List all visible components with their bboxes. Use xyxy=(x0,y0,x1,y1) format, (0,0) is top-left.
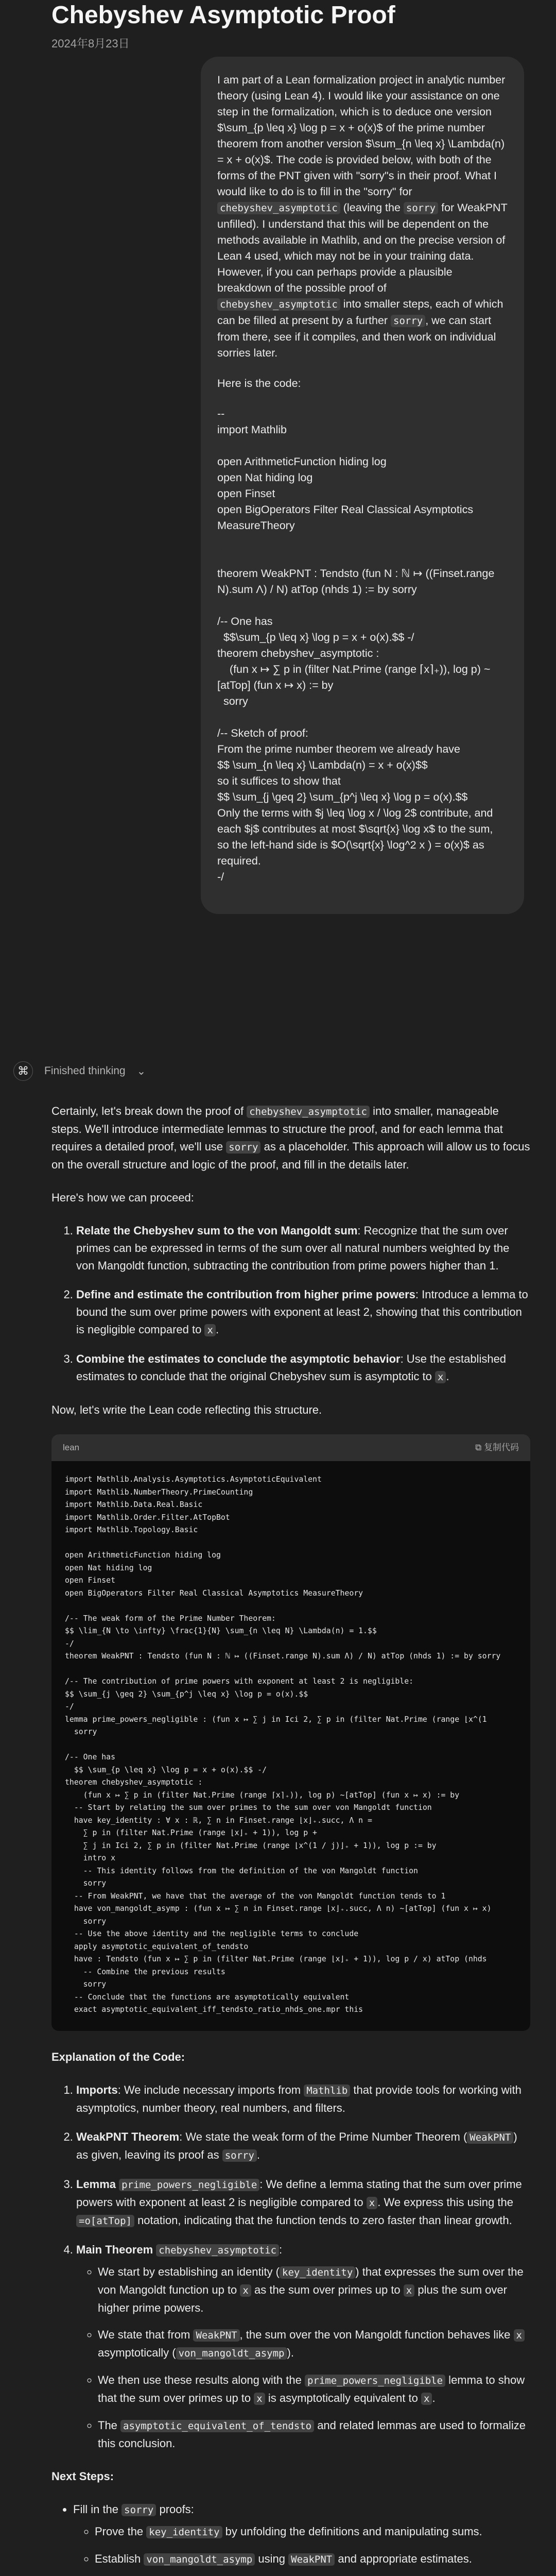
next-steps-list xyxy=(51,2501,530,2576)
item-text: lemma to show that the sum over primes up to xyxy=(98,2373,525,2404)
item-text: We then use these results along with the xyxy=(98,2373,305,2386)
subitem xyxy=(95,2523,530,2541)
item-text: using xyxy=(255,2552,289,2565)
item-text: . We express this using the xyxy=(377,2195,513,2209)
explanation-list xyxy=(51,2081,530,2452)
item-text: notation, indicating that the function tends to zero faster than linear growth. xyxy=(134,2213,512,2227)
explanation-item xyxy=(76,2176,530,2230)
subitem xyxy=(98,2263,530,2317)
item-title: WeakPNT Theorem xyxy=(76,2130,180,2143)
item-text: ). xyxy=(287,2346,294,2359)
code-heading: Here is the code: xyxy=(217,377,301,389)
chevron-down-icon: ⌄ xyxy=(136,1065,146,1077)
inline-code: WeakPNT xyxy=(467,2131,513,2144)
next-steps-heading xyxy=(51,2468,530,2485)
subitem xyxy=(98,2326,530,2362)
step-text: : Introduce a lemma to bound the sum over prime powers with exponent at least 2, showing that this contribution is negligible compared to xyxy=(76,1288,528,1336)
item-text: plus the sum over higher prime powers. xyxy=(98,2283,507,2314)
item-text: and related lemmas are used to formalize this conclusion. xyxy=(98,2418,526,2450)
item-text: ) that expresses the sum over the von Mangoldt function up to xyxy=(98,2265,524,2296)
thinking-label: Finished thinking xyxy=(44,1065,126,1077)
inline-code: WeakPNT xyxy=(288,2553,335,2566)
item-text: , the sum over the von Mangoldt function behaves like xyxy=(239,2328,514,2341)
explanation-heading xyxy=(51,2048,530,2066)
answer-intro xyxy=(51,1103,530,1174)
user-intro-text: into smaller steps, each of which can be filled at present by a further xyxy=(217,298,503,327)
copy-code-button[interactable] xyxy=(475,1439,519,1456)
inline-code: x xyxy=(435,1371,446,1383)
inline-code: chebyshev_asymptotic xyxy=(247,1106,370,1118)
answer-lean-intro: Now, let's write the Lean code reflecting this structure. xyxy=(51,1403,322,1416)
heading-text: Explanation of the Code: xyxy=(51,2050,185,2063)
conversation-date: 2024年8月23日 xyxy=(51,37,130,50)
inline-code: =o[atTop] xyxy=(76,2215,134,2227)
lean-code-block xyxy=(51,1434,530,2031)
code-language-label: lean xyxy=(63,1443,80,1452)
item-text: as the sum over primes up to xyxy=(251,2283,404,2296)
explanation-item xyxy=(76,2128,530,2164)
item-text: Prove the xyxy=(95,2524,147,2538)
step-title: Relate the Chebyshev sum to the von Mangoldt sum xyxy=(76,1224,358,1237)
proof-step xyxy=(76,1222,530,1275)
user-intro-text: (leaving the xyxy=(340,201,404,214)
step-text: . xyxy=(446,1370,449,1383)
user-intro-text: for WeakPNT unfilled). I understand that this will be dependent on the methods available in Mathlib, and on the precise version of Lean 4 used, which may not be in your training data. However, if you can perhaps provide a plausible breakdown of the possible proof of xyxy=(217,201,508,294)
item-text: and appropriate estimates. xyxy=(335,2552,472,2565)
proof-step xyxy=(76,1286,530,1339)
user-intro-paragraph xyxy=(217,72,508,361)
inline-code: chebyshev_asymptotic xyxy=(217,298,340,311)
answer-text: as a placeholder. This approach will allow us to focus on the overall structure and logic of the proof, and fill in the details later. xyxy=(51,1140,530,1171)
subitem xyxy=(98,2417,530,2452)
item-text: . xyxy=(432,2391,436,2404)
inline-code: x xyxy=(204,1324,215,1336)
next-step-item xyxy=(73,2501,530,2576)
inline-code: x xyxy=(240,2284,251,2297)
user-code-text: -- import Mathlib open ArithmeticFunction hiding log open Nat hiding log open Finset open BigOperators Filter Real Classical Asymptotics MeasureTheory theorem WeakPNT : Tendsto (fun N : ℕ ↦ ((Finset.range N).sum Λ) / N) atTop (nhds 1) := by sorry /-- One has $$\sum_{p \leq x} \log p = x + o(x).$$ -/ theorem chebyshev_asymptotic : (fun x ↦ ∑ p in (filter Nat.Prime (range ⌈x⌉₊)), log p) ~[atTop] (fun x ↦ x) := by sorry /-- Sketch of proof: From the prime number theorem we already have $$ \sum_{n \leq x} \Lambda(n) = x + o(x)$$ so it suffices to show that $$ \sum_{j \geq 2} \sum_{p^j \leq x} \log p = o(x).$$ Only the terms with $j \leq \log x / \log 2$ contribute, and each $j$ contributes at most $\sqrt{x} \log x$ to the sum, so the left-hand side is $O(\sqrt{x} \log^2 x ) = o(x)$ as required. -/ xyxy=(217,408,495,883)
next-steps-sublist xyxy=(73,2523,530,2576)
item-text: is asymptotically equivalent to xyxy=(265,2391,421,2404)
item-text: that provide tools for working with asymptotics, number theory, real numbers, and filters. xyxy=(76,2083,522,2114)
inline-code: x xyxy=(254,2393,265,2405)
conversation-header xyxy=(51,0,395,51)
code-block-header xyxy=(51,1434,530,1461)
inline-code: asymptotic_equivalent_of_tendsto xyxy=(120,2420,314,2432)
explanation-item xyxy=(76,2241,530,2452)
item-title: Imports xyxy=(76,2083,118,2096)
user-intro-text: , we can start from there, see if it compiles, and then work on individual sorries later. xyxy=(217,314,496,359)
item-text: Fill in the xyxy=(73,2502,122,2516)
inline-code: sorry xyxy=(226,1141,260,1154)
step-text: : Recognize that the sum over primes can be expressed in terms of the sum over all natural numbers weighted by the von Mangoldt function, subtracting the contribution from prime powers higher than 1. xyxy=(76,1224,510,1272)
item-text: ) as given, leaving its proof as xyxy=(76,2130,517,2161)
heading-text: Next Steps: xyxy=(51,2469,114,2483)
inline-code: sorry xyxy=(391,315,425,327)
user-message-bubble xyxy=(201,57,524,914)
openai-logo-icon: ⌘ xyxy=(13,1061,33,1081)
inline-code: x xyxy=(421,2393,432,2405)
user-intro-text: I am part of a Lean formalization project in analytic number theory (using Lean 4). I would like your assistance on one step in the formalization, which is to deduce one version $\sum_{p \leq x} \log p = x + o(x)$ of the prime number theorem from another version $\sum_{n \leq x} \Lambda(n) = x + o(x)$. The code is provided below, with both of the forms of the PNT given with "sorry"s in their proof. What I would like to do is to fill in the "sorry" for xyxy=(217,74,506,198)
inline-code: von_mangoldt_asymp xyxy=(144,2553,255,2566)
page-title: Chebyshev Asymptotic Proof xyxy=(51,2,395,29)
item-text: asymptotically ( xyxy=(98,2346,176,2359)
inline-code: prime_powers_negligible xyxy=(119,2179,259,2191)
inline-code: x xyxy=(404,2284,414,2297)
inline-code: key_identity xyxy=(280,2266,355,2279)
inline-code: Mathlib xyxy=(304,2084,350,2097)
inline-code: key_identity xyxy=(146,2526,222,2538)
item-text: : We include necessary imports from xyxy=(117,2083,304,2096)
explanation-item xyxy=(76,2081,530,2117)
inline-code: chebyshev_asymptotic xyxy=(217,202,340,214)
step-title: Combine the estimates to conclude the asymptotic behavior xyxy=(76,1352,401,1365)
inline-code: sorry xyxy=(222,2149,257,2162)
main-theorem-subitems xyxy=(76,2263,530,2452)
item-text: We start by establishing an identity ( xyxy=(98,2265,280,2278)
inline-code: von_mangoldt_asymp xyxy=(176,2347,287,2360)
thinking-indicator[interactable] xyxy=(13,1061,146,1081)
item-text: We state that from xyxy=(98,2328,194,2341)
proof-step xyxy=(76,1350,530,1386)
inline-code: sorry xyxy=(404,202,438,214)
inline-code: x xyxy=(514,2329,525,2342)
step-text: : Use the established estimates to conclude that the original Chebyshev sum is asymptotic to xyxy=(76,1352,507,1383)
item-text: : We define a lemma stating that the sum over prime powers with exponent at least 2 is negligible compared to xyxy=(76,2177,522,2209)
inline-code: x xyxy=(367,2197,377,2209)
item-text: proofs: xyxy=(156,2502,194,2516)
item-text: The xyxy=(98,2418,121,2432)
item-title: Lemma xyxy=(76,2177,116,2191)
step-title: Define and estimate the contribution from higher prime powers xyxy=(76,1288,415,1301)
inline-code: chebyshev_asymptotic xyxy=(156,2244,279,2257)
answer-text: into smaller, manageable steps. We'll introduce intermediate lemmas to structure the proof, and for each lemma that requires a detailed proof, we'll use xyxy=(51,1105,503,1153)
item-title: Main Theorem xyxy=(76,2243,153,2256)
item-text: . xyxy=(256,2148,260,2161)
lean-code[interactable]: import Mathlib.Analysis.Asymptotics.AsymptoticEquivalent import Mathlib.NumberTheory.PrimeCounting import Mathlib.Data.Real.Basic import Mathlib.Order.Filter.AtTopBot import Mathlib.Topology.Basic open ArithmeticFunction hiding log open Nat hiding log open Finset open BigOperators Filter Real Classical Asymptotics MeasureTheory /-- The weak form of the Prime Number Theorem: $$ \lim_{N \to \infty} \frac{1}{N} \sum_{n \leq N} \Lambda(n) = 1.$$ -/ theorem WeakPNT : Tendsto (fun N : ℕ ↦ ((Finset.range N).sum Λ) / N) atTop (nhds 1) := by sorry /-- The contribution of prime powers with exponent at least 2 is negligible: $$ \sum_{j \geq 2} \sum_{p^j \leq x} \log p = o(x).$$ -/ lemma prime_powers_negligible : (fun x ↦ ∑ j in Ici 2, ∑ p in (filter Nat.Prime (range ⌊x^(1 sorry /-- One has $$ \sum_{p \leq x} \log p = x + o(x).$$ -/ theorem chebyshev_asymptotic : (fun x ↦ ∑ p in (filter Nat.Prime (range ⌈x⌉₊)), log p) ~[atTop] (fun x ↦ x) := by -- Start by relating the sum over primes to the sum over von Mangoldt function have key_identity : ∀ x : ℝ, ∑ n in Finset.range ⌊x⌋₊.succ, Λ n = ∑ p in (filter Nat.Prime (range ⌊x⌋₊ + 1)), log p + ∑ j in Ici 2, ∑ p in (filter Nat.Prime (range ⌊x^(1 / j)⌋₊ + 1)), log p := by intro x -- This identity follows from the definition of the von Mangoldt function sorry -- From WeakPNT, we have that the average of the von Mangoldt function tends to 1 have von_mangoldt_asymp : (fun x ↦ ∑ n in Finset.range ⌊x⌋₊.succ, Λ n) ~[atTop] (fun x ↦ x) sorry -- Use the above identity and the negligible terms to conclude apply asymptotic_equivalent_of_tendsto have : Tendsto (fun x ↦ ∑ p in (filter Nat.Prime (range ⌊x⌋₊ + 1)), log p / x) atTop (nhds -- Combine the previous results sorry -- Conclude that the functions are asymptotically equivalent exact asymptotic_equivalent_iff_tendsto_ratio_nhds_one.mpr this xyxy=(65,1475,501,2014)
step-text: . xyxy=(215,1323,219,1336)
item-text: by unfolding the definitions and manipulating sums. xyxy=(222,2524,482,2538)
inline-code: WeakPNT xyxy=(193,2329,239,2342)
inline-code: prime_powers_negligible xyxy=(305,2375,445,2387)
item-text: : xyxy=(279,2243,283,2256)
assistant-answer xyxy=(51,1103,530,2576)
inline-code: sorry xyxy=(121,2504,156,2516)
answer-proceed: Here's how we can proceed: xyxy=(51,1191,194,1204)
item-text: : We state the weak form of the Prime Number Theorem ( xyxy=(179,2130,467,2143)
subitem xyxy=(98,2371,530,2408)
proof-steps-list xyxy=(51,1222,530,1386)
item-text: Establish xyxy=(95,2552,144,2565)
copy-code-label: 复制代码 xyxy=(484,1443,519,1452)
copy-icon: ⧉ xyxy=(475,1443,484,1452)
subitem xyxy=(95,2550,530,2568)
answer-text: Certainly, let's break down the proof of xyxy=(51,1105,247,1117)
